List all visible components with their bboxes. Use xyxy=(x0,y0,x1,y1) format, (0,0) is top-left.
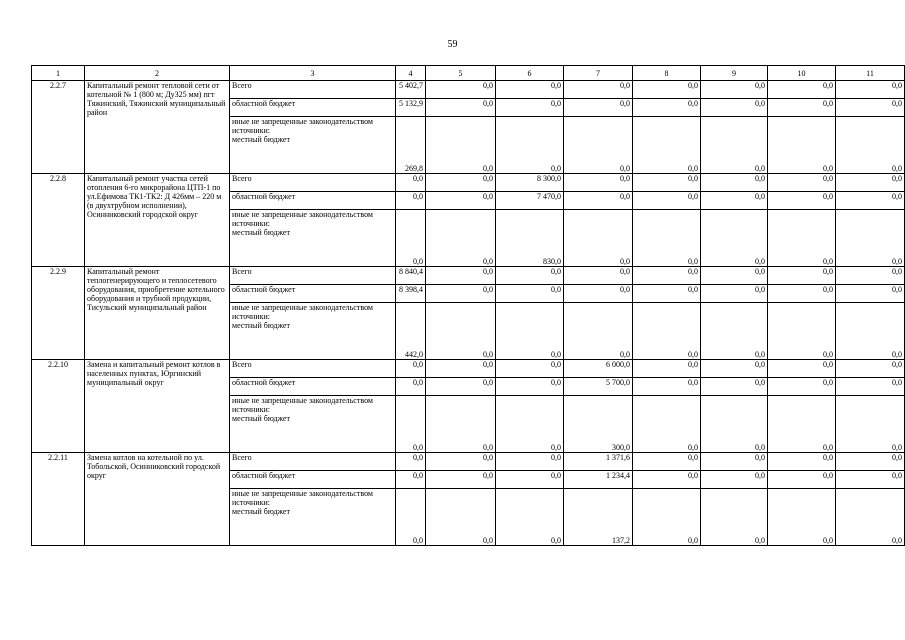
funding-value: 0,0 xyxy=(836,453,905,471)
table-row xyxy=(32,174,905,192)
funding-source: областной бюджет xyxy=(230,99,396,117)
funding-source: областной бюджет xyxy=(230,285,396,303)
funding-value: 0,0 xyxy=(633,360,701,378)
funding-value: 0,0 xyxy=(768,99,836,117)
funding-value: 8 840,4 xyxy=(396,267,426,285)
funding-value: 0,0 xyxy=(768,267,836,285)
project-name: Замена котлов на котельной по ул. Тобольской, Осинниковский городской округ xyxy=(85,453,230,546)
funding-value: 0,0 xyxy=(836,192,905,210)
funding-value: 0,0 xyxy=(426,489,496,546)
funding-value: 0,0 xyxy=(701,99,768,117)
funding-value: 0,0 xyxy=(496,396,564,453)
funding-value: 0,0 xyxy=(701,378,768,396)
project-name: Капитальный ремонт участка сетей отопления 6-го микрорайона ЦТП-1 по ул.Ефимова ТК1-ТК2: Д 426мм – 220 м (в двухтрубном исполнении), Осинниковский городской округ xyxy=(85,174,230,267)
column-number: 11 xyxy=(836,66,905,81)
funding-value: 0,0 xyxy=(396,174,426,192)
funding-value: 137,2 xyxy=(564,489,633,546)
funding-source: областной бюджет xyxy=(230,378,396,396)
funding-value: 0,0 xyxy=(768,81,836,99)
funding-value: 0,0 xyxy=(768,285,836,303)
funding-value: 0,0 xyxy=(564,210,633,267)
funding-value: 6 000,0 xyxy=(564,360,633,378)
funding-source: иные не запрещенные законодательством источники: местный бюджет xyxy=(230,489,396,546)
funding-value: 0,0 xyxy=(633,192,701,210)
funding-value: 0,0 xyxy=(701,489,768,546)
funding-value: 0,0 xyxy=(426,285,496,303)
funding-value: 0,0 xyxy=(633,267,701,285)
funding-value: 0,0 xyxy=(426,99,496,117)
funding-value: 0,0 xyxy=(564,174,633,192)
funding-value: 0,0 xyxy=(701,267,768,285)
funding-value: 0,0 xyxy=(496,378,564,396)
funding-value: 0,0 xyxy=(836,267,905,285)
funding-value: 8 300,0 xyxy=(496,174,564,192)
column-number-row xyxy=(32,66,905,81)
funding-source: иные не запрещенные законодательством источники: местный бюджет xyxy=(230,210,396,267)
funding-value: 0,0 xyxy=(701,192,768,210)
funding-value: 0,0 xyxy=(836,81,905,99)
funding-value: 0,0 xyxy=(701,303,768,360)
project-name: Капитальный ремонт тепловой сети от котельной № 1 (800 м; Ду325 мм) пгт Тяжинский, Тяжинский муниципальный район xyxy=(85,81,230,174)
funding-value: 0,0 xyxy=(426,360,496,378)
funding-value: 0,0 xyxy=(633,489,701,546)
project-code: 2.2.7 xyxy=(32,81,85,174)
project-code: 2.2.10 xyxy=(32,360,85,453)
funding-value: 0,0 xyxy=(768,360,836,378)
funding-value: 0,0 xyxy=(396,378,426,396)
funding-value: 0,0 xyxy=(701,471,768,489)
funding-value: 830,0 xyxy=(496,210,564,267)
funding-value: 0,0 xyxy=(633,99,701,117)
funding-value: 0,0 xyxy=(701,453,768,471)
funding-value: 0,0 xyxy=(426,267,496,285)
funding-value: 0,0 xyxy=(633,453,701,471)
project-code: 2.2.8 xyxy=(32,174,85,267)
funding-value: 0,0 xyxy=(496,489,564,546)
funding-value: 5 402,7 xyxy=(396,81,426,99)
funding-value: 0,0 xyxy=(768,303,836,360)
funding-value: 0,0 xyxy=(836,303,905,360)
funding-value: 0,0 xyxy=(496,303,564,360)
funding-value: 0,0 xyxy=(701,81,768,99)
funding-value: 0,0 xyxy=(426,396,496,453)
funding-value: 0,0 xyxy=(836,210,905,267)
funding-value: 0,0 xyxy=(768,192,836,210)
funding-value: 0,0 xyxy=(768,396,836,453)
funding-value: 0,0 xyxy=(396,453,426,471)
funding-value: 0,0 xyxy=(633,117,701,174)
funding-value: 0,0 xyxy=(426,471,496,489)
table-body xyxy=(32,66,905,546)
funding-value: 0,0 xyxy=(633,471,701,489)
funding-value: 0,0 xyxy=(496,471,564,489)
funding-value: 0,0 xyxy=(396,360,426,378)
funding-value: 0,0 xyxy=(496,81,564,99)
funding-value: 0,0 xyxy=(768,453,836,471)
funding-value: 0,0 xyxy=(396,192,426,210)
funding-source: Всего xyxy=(230,81,396,99)
column-number: 3 xyxy=(230,66,396,81)
funding-value: 0,0 xyxy=(836,378,905,396)
funding-value: 0,0 xyxy=(701,396,768,453)
project-code: 2.2.9 xyxy=(32,267,85,360)
funding-value: 0,0 xyxy=(836,285,905,303)
funding-value: 0,0 xyxy=(633,81,701,99)
funding-value: 0,0 xyxy=(396,210,426,267)
column-number: 2 xyxy=(85,66,230,81)
table-row xyxy=(32,267,905,285)
funding-source: иные не запрещенные законодательством источники: местный бюджет xyxy=(230,303,396,360)
funding-value: 8 398,4 xyxy=(396,285,426,303)
funding-value: 442,0 xyxy=(396,303,426,360)
funding-source: областной бюджет xyxy=(230,471,396,489)
project-code: 2.2.11 xyxy=(32,453,85,546)
funding-value: 0,0 xyxy=(836,174,905,192)
column-number: 7 xyxy=(564,66,633,81)
funding-value: 0,0 xyxy=(701,117,768,174)
funding-value: 0,0 xyxy=(426,192,496,210)
funding-value: 0,0 xyxy=(564,267,633,285)
funding-value: 7 470,0 xyxy=(496,192,564,210)
funding-value: 5 132,9 xyxy=(396,99,426,117)
column-number: 1 xyxy=(32,66,85,81)
project-name: Замена и капитальный ремонт котлов в населенных пунктах, Юргинский муниципальный округ xyxy=(85,360,230,453)
funding-value: 0,0 xyxy=(496,99,564,117)
column-number: 8 xyxy=(633,66,701,81)
funding-source: иные не запрещенные законодательством источники: местный бюджет xyxy=(230,396,396,453)
funding-value: 0,0 xyxy=(396,396,426,453)
funding-value: 0,0 xyxy=(496,360,564,378)
project-name: Капитальный ремонт теплогенерирующего и теплосетевого оборудования, приобретение котельного оборудования и трубной продукции, Тисульский муниципальный район xyxy=(85,267,230,360)
page-number: 59 xyxy=(447,39,458,50)
funding-value: 0,0 xyxy=(836,489,905,546)
funding-value: 0,0 xyxy=(564,192,633,210)
funding-value: 0,0 xyxy=(836,117,905,174)
funding-value: 0,0 xyxy=(768,174,836,192)
funding-value: 0,0 xyxy=(768,471,836,489)
funding-value: 1 234,4 xyxy=(564,471,633,489)
funding-source: Всего xyxy=(230,453,396,471)
funding-value: 0,0 xyxy=(426,117,496,174)
funding-value: 0,0 xyxy=(768,489,836,546)
funding-value: 0,0 xyxy=(701,174,768,192)
funding-value: 300,0 xyxy=(564,396,633,453)
funding-value: 0,0 xyxy=(396,489,426,546)
funding-source: Всего xyxy=(230,174,396,192)
funding-value: 0,0 xyxy=(496,117,564,174)
funding-value: 0,0 xyxy=(633,396,701,453)
funding-value: 0,0 xyxy=(701,285,768,303)
funding-value: 0,0 xyxy=(564,117,633,174)
funding-value: 0,0 xyxy=(768,378,836,396)
funding-value: 0,0 xyxy=(836,396,905,453)
funding-value: 0,0 xyxy=(768,210,836,267)
funding-value: 269,8 xyxy=(396,117,426,174)
funding-value: 1 371,6 xyxy=(564,453,633,471)
funding-source: Всего xyxy=(230,267,396,285)
funding-value: 0,0 xyxy=(426,303,496,360)
table-row xyxy=(32,453,905,471)
funding-value: 0,0 xyxy=(701,210,768,267)
funding-value: 0,0 xyxy=(633,210,701,267)
funding-source: иные не запрещенные законодательством источники: местный бюджет xyxy=(230,117,396,174)
funding-value: 0,0 xyxy=(496,453,564,471)
funding-value: 0,0 xyxy=(633,285,701,303)
funding-value: 0,0 xyxy=(633,303,701,360)
table-row xyxy=(32,81,905,99)
column-number: 6 xyxy=(496,66,564,81)
column-number: 5 xyxy=(426,66,496,81)
funding-value: 0,0 xyxy=(426,453,496,471)
funding-value: 0,0 xyxy=(426,378,496,396)
funding-value: 0,0 xyxy=(701,360,768,378)
funding-value: 0,0 xyxy=(496,285,564,303)
funding-source: областной бюджет xyxy=(230,192,396,210)
funding-value: 0,0 xyxy=(564,285,633,303)
funding-value: 0,0 xyxy=(496,267,564,285)
funding-value: 0,0 xyxy=(426,81,496,99)
column-number: 9 xyxy=(701,66,768,81)
funding-value: 0,0 xyxy=(768,117,836,174)
funding-value: 0,0 xyxy=(564,99,633,117)
funding-value: 0,0 xyxy=(836,471,905,489)
column-number: 10 xyxy=(768,66,836,81)
funding-source: Всего xyxy=(230,360,396,378)
column-number: 4 xyxy=(396,66,426,81)
funding-value: 5 700,0 xyxy=(564,378,633,396)
funding-value: 0,0 xyxy=(426,210,496,267)
funding-value: 0,0 xyxy=(564,81,633,99)
funding-value: 0,0 xyxy=(426,174,496,192)
table-row xyxy=(32,360,905,378)
budget-table xyxy=(31,65,905,546)
funding-value: 0,0 xyxy=(396,471,426,489)
funding-value: 0,0 xyxy=(633,174,701,192)
funding-value: 0,0 xyxy=(564,303,633,360)
funding-value: 0,0 xyxy=(633,378,701,396)
funding-value: 0,0 xyxy=(836,360,905,378)
funding-value: 0,0 xyxy=(836,99,905,117)
